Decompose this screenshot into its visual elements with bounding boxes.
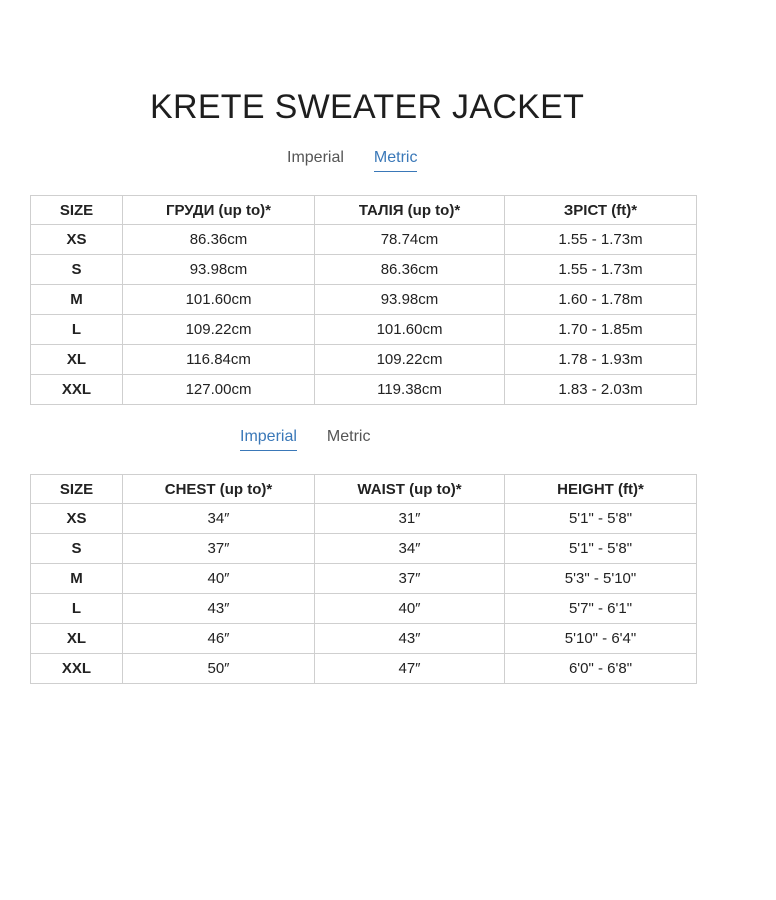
page-title: KRETE SWEATER JACKET bbox=[150, 88, 585, 126]
table-row bbox=[31, 564, 697, 594]
column-header-waist: WAIST (up to)* bbox=[315, 475, 505, 504]
size-cell: L bbox=[31, 594, 123, 624]
tab-metric[interactable]: Metric bbox=[326, 428, 371, 445]
waist-cell: 34″ bbox=[315, 534, 505, 564]
height-cell: 5'1" - 5'8" bbox=[505, 504, 697, 534]
table-row bbox=[31, 654, 697, 684]
tab-imperial[interactable]: Imperial bbox=[287, 149, 344, 166]
size-cell: XS bbox=[31, 225, 123, 255]
height-cell: 5'1" - 5'8" bbox=[505, 534, 697, 564]
table-row bbox=[31, 375, 697, 405]
waist-cell: 40″ bbox=[315, 594, 505, 624]
height-cell: 5'7" - 6'1" bbox=[505, 594, 697, 624]
height-cell: 6'0" - 6'8" bbox=[505, 654, 697, 684]
height-cell: 1.78 - 1.93m bbox=[505, 345, 697, 375]
column-header-size: SIZE bbox=[31, 475, 123, 504]
size-cell: XL bbox=[31, 345, 123, 375]
table-row bbox=[31, 534, 697, 564]
height-cell: 1.83 - 2.03m bbox=[505, 375, 697, 405]
table-row bbox=[31, 594, 697, 624]
height-cell: 5'10" - 6'4" bbox=[505, 624, 697, 654]
chest-cell: 109.22cm bbox=[123, 315, 315, 345]
waist-cell: 78.74cm bbox=[315, 225, 505, 255]
size-cell: XS bbox=[31, 504, 123, 534]
height-cell: 1.55 - 1.73m bbox=[505, 255, 697, 285]
size-cell: M bbox=[31, 564, 123, 594]
chest-cell: 43″ bbox=[123, 594, 315, 624]
waist-cell: 119.38cm bbox=[315, 375, 505, 405]
tab-metric[interactable]: Metric bbox=[374, 149, 418, 172]
unit-tabs-imperial-section bbox=[240, 428, 370, 451]
chest-cell: 40″ bbox=[123, 564, 315, 594]
chest-cell: 86.36cm bbox=[123, 225, 315, 255]
table-row bbox=[31, 345, 697, 375]
column-header-height: ЗРІСТ (ft)* bbox=[505, 196, 697, 225]
table-row bbox=[31, 504, 697, 534]
waist-cell: 86.36cm bbox=[315, 255, 505, 285]
column-header-height: HEIGHT (ft)* bbox=[505, 475, 697, 504]
table-row bbox=[31, 225, 697, 255]
chest-cell: 93.98cm bbox=[123, 255, 315, 285]
chest-cell: 37″ bbox=[123, 534, 315, 564]
size-cell: L bbox=[31, 315, 123, 345]
column-header-chest: ГРУДИ (up to)* bbox=[123, 196, 315, 225]
table-row bbox=[31, 255, 697, 285]
table-header-row bbox=[31, 196, 697, 225]
size-cell: XXL bbox=[31, 375, 123, 405]
chest-cell: 50″ bbox=[123, 654, 315, 684]
table-row bbox=[31, 624, 697, 654]
column-header-size: SIZE bbox=[31, 196, 123, 225]
height-cell: 1.70 - 1.85m bbox=[505, 315, 697, 345]
unit-tabs-metric-section bbox=[287, 149, 417, 172]
chest-cell: 46″ bbox=[123, 624, 315, 654]
waist-cell: 31″ bbox=[315, 504, 505, 534]
size-table-imperial bbox=[30, 474, 697, 684]
height-cell: 1.55 - 1.73m bbox=[505, 225, 697, 255]
table-row bbox=[31, 315, 697, 345]
waist-cell: 47″ bbox=[315, 654, 505, 684]
height-cell: 5'3" - 5'10" bbox=[505, 564, 697, 594]
size-cell: XL bbox=[31, 624, 123, 654]
chest-cell: 116.84cm bbox=[123, 345, 315, 375]
size-table-metric bbox=[30, 195, 697, 405]
size-cell: S bbox=[31, 534, 123, 564]
waist-cell: 43″ bbox=[315, 624, 505, 654]
size-cell: M bbox=[31, 285, 123, 315]
waist-cell: 37″ bbox=[315, 564, 505, 594]
chest-cell: 127.00cm bbox=[123, 375, 315, 405]
waist-cell: 93.98cm bbox=[315, 285, 505, 315]
tab-imperial[interactable]: Imperial bbox=[240, 428, 297, 451]
table-header-row bbox=[31, 475, 697, 504]
waist-cell: 101.60cm bbox=[315, 315, 505, 345]
size-cell: XXL bbox=[31, 654, 123, 684]
column-header-chest: CHEST (up to)* bbox=[123, 475, 315, 504]
size-cell: S bbox=[31, 255, 123, 285]
height-cell: 1.60 - 1.78m bbox=[505, 285, 697, 315]
table-row bbox=[31, 285, 697, 315]
chest-cell: 101.60cm bbox=[123, 285, 315, 315]
waist-cell: 109.22cm bbox=[315, 345, 505, 375]
chest-cell: 34″ bbox=[123, 504, 315, 534]
column-header-waist: ТАЛІЯ (up to)* bbox=[315, 196, 505, 225]
